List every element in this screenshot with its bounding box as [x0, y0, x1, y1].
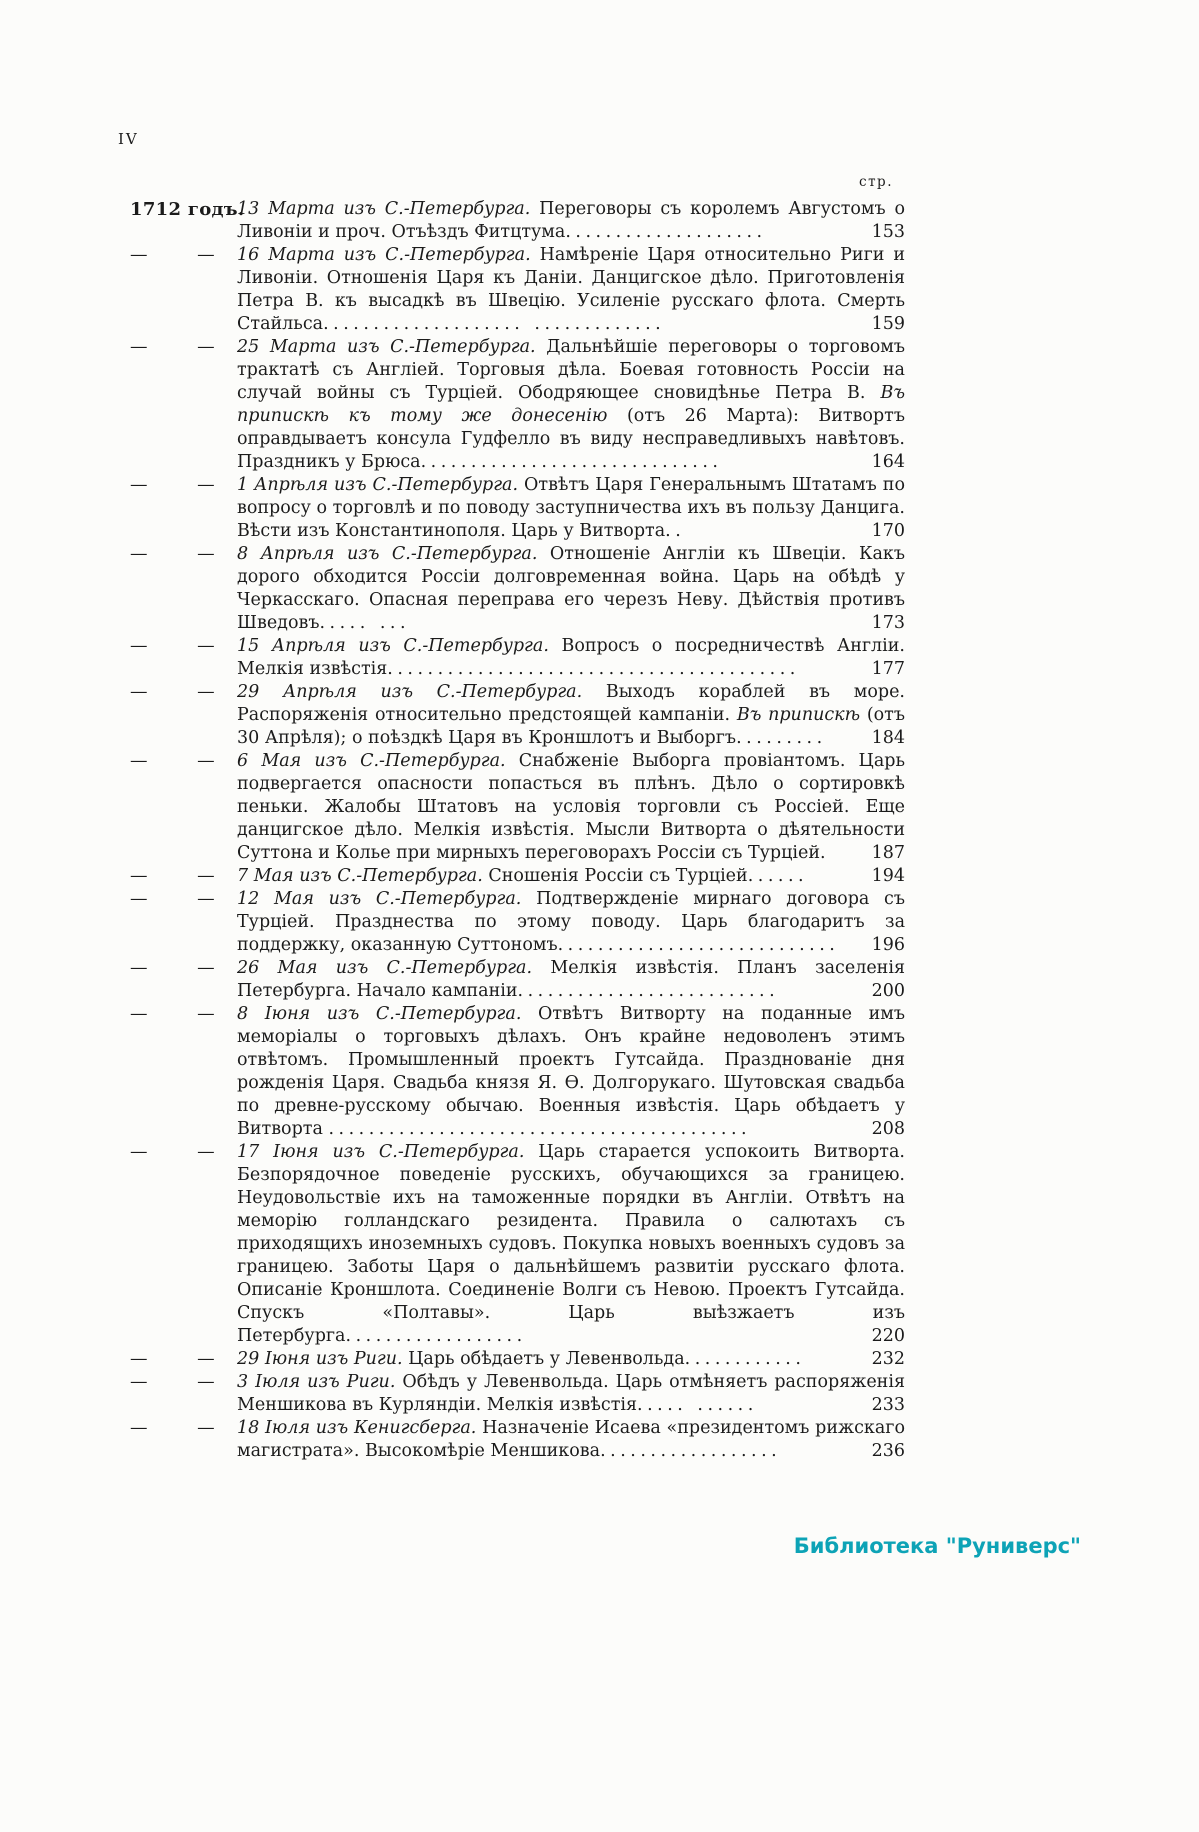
entry-margin-label: — — — [130, 866, 215, 886]
toc-entry — [125, 1141, 905, 1348]
entry-date: 1 Апрѣля изъ С.-Петербурга. — [237, 475, 519, 495]
entry-margin-label: — — — [130, 1004, 215, 1024]
table-of-contents — [125, 174, 905, 1463]
entry-margin-label: — — — [130, 1349, 215, 1369]
entry-page-number: 236 — [864, 1440, 905, 1463]
entry-page-number: 173 — [864, 612, 905, 635]
entry-date: 7 Мая изъ С.-Петербурга. — [237, 866, 483, 886]
entry-margin-label: — — — [130, 1142, 215, 1162]
entry-date: 8 Іюня изъ С.-Петербурга. — [237, 1004, 522, 1024]
entry-description: Отвѣтъ Витворту на поданные имъ меморіалы о торговыхъ дѣлахъ. Онъ крайне недоволенъ этимъ отвѣтомъ. Промышленный проектъ Гутсайда. Празднованіе дня рожденія Царя. Свадьба князя Я. Ѳ. Долгорукаго. Шутовская свадьба по древне-русскому обычаю. Военныя извѣстія. Царь обѣдаетъ у Витворта — [237, 1004, 905, 1139]
entry-margin-label: 1712 годъ. — [130, 199, 245, 220]
entry-page-number: 153 — [864, 221, 905, 244]
entry-margin-label: — — — [130, 636, 215, 656]
entry-body — [237, 475, 905, 541]
dot-leader: .................. — [345, 1326, 527, 1346]
entry-text — [237, 957, 905, 1003]
entry-description: Снабженіе Выборга провіантомъ. Царь подвергается опасности попасться въ плѣнъ. Дѣло о сортировкѣ пеньки. Жалобы Штатовъ на условія торговли съ Россіей. Еще данцигское дѣло. Мелкія извѣстія. Мысли Витворта о дѣятельности Суттона и Колье при мирныхъ переговорахъ Россіи съ Турціей. — [237, 751, 905, 863]
entry-text — [237, 1141, 905, 1348]
entry-margin-label: — — — [130, 1418, 215, 1438]
toc-entry — [125, 1003, 905, 1141]
entry-text — [237, 865, 905, 888]
entry-text — [237, 1371, 905, 1417]
entry-date: 26 Мая изъ С.-Петербурга. — [237, 958, 533, 978]
entry-page-number: 232 — [864, 1348, 905, 1371]
entry-description: Сношенія Россіи съ Турціей — [482, 866, 748, 886]
entry-date: 13 Марта изъ С.-Петербурга. — [237, 199, 531, 219]
entry-page-number: 196 — [864, 934, 905, 957]
roman-page-number: IV — [118, 130, 139, 148]
dot-leader: ............ — [684, 1349, 806, 1369]
entry-page-number: 208 — [864, 1118, 905, 1141]
entry-margin-label: — — — [130, 337, 215, 357]
toc-entry — [125, 336, 905, 474]
entry-description: Мелкія извѣстія. Планъ заселенія Петербурга. Начало кампаніи — [237, 958, 905, 1001]
entry-text — [237, 1003, 905, 1141]
toc-entries-list — [125, 198, 905, 1463]
entry-margin-label: — — — [130, 245, 215, 265]
dot-leader: ......... — [736, 728, 827, 748]
dot-leader: ......................................... — [387, 659, 800, 679]
entry-date: 29 Іюня изъ Риги. — [237, 1349, 403, 1369]
entry-description: (отъ 30 Апрѣля); о поѣздкѣ Царя въ Кроншлотъ и Выборгъ — [237, 705, 905, 748]
entry-date: 3 Іюля изъ Риги. — [237, 1372, 396, 1392]
entry-text — [237, 543, 905, 635]
entry-date: 12 Мая изъ С.-Петербурга. — [237, 889, 522, 909]
entry-page-number: 164 — [864, 451, 905, 474]
toc-entry — [125, 1417, 905, 1463]
entry-margin-label: — — — [130, 544, 215, 564]
entry-date: Въ припискѣ — [736, 705, 861, 725]
entry-date: 6 Мая изъ С.-Петербурга. — [237, 751, 506, 771]
dot-leader: ..... ...... — [637, 1395, 758, 1415]
entry-date: 18 Іюля изъ Кенигсберга. — [237, 1418, 477, 1438]
library-watermark: Библиотека "Руниверс" — [793, 1534, 1081, 1558]
entry-page-number: 194 — [864, 865, 905, 888]
entry-text — [237, 888, 905, 957]
dot-leader: ............................ — [557, 935, 840, 955]
entry-page-number: 170 — [864, 520, 905, 543]
entry-margin-label: — — — [130, 682, 215, 702]
entry-description: (отъ 26 Марта): Витвортъ оправдываетъ консула Гудфелло въ виду несправедливыхъ навѣтовъ. Праздникъ у Брюса — [237, 406, 905, 472]
dot-leader: .......................................... — [328, 1119, 752, 1139]
toc-entry — [125, 888, 905, 957]
toc-entry — [125, 543, 905, 635]
toc-entry — [125, 865, 905, 888]
entry-text — [237, 244, 905, 336]
dot-leader: .................. — [600, 1441, 782, 1461]
entry-margin-label: — — — [130, 889, 215, 909]
entry-date: 29 Апрѣля изъ С.-Петербурга. — [237, 682, 583, 702]
entry-page-number: 220 — [864, 1325, 905, 1348]
entry-body — [237, 1142, 905, 1346]
entry-text — [237, 198, 905, 244]
toc-entry — [125, 750, 905, 865]
entry-text — [237, 681, 905, 750]
dot-leader: .................... — [565, 222, 767, 242]
dot-leader: ..... ... — [319, 613, 411, 633]
dot-leader: ...... — [747, 866, 809, 886]
toc-entry — [125, 1371, 905, 1417]
entry-margin-label: — — — [130, 1372, 215, 1392]
entry-description: Дальнѣйшіе переговоры о торговомъ трактатѣ съ Англіей. Торговыя дѣла. Боевая готовность Россіи на случай войны съ Турціей. Ободряющее сновидѣнье Петра В. — [237, 337, 905, 403]
entry-date: 15 Апрѣля изъ С.-Петербурга. — [237, 636, 549, 656]
entry-page-number: 184 — [864, 727, 905, 750]
entry-description: Подтвержденіе мирнаго договора съ Турціей. Празднества по этому поводу. Царь благодаритъ за поддержку, оказанную Суттономъ — [237, 889, 905, 955]
entry-date: Въ припискѣ къ тому же донесенію — [237, 383, 905, 426]
entry-description: Царь старается успокоить Витворта. Безпорядочное поведеніе русскихъ, обучающихся за границею. Неудовольствіе ихъ на таможенные порядки въ Англіи. Отвѣтъ на меморію голландскаго резидента. Правила о салютахъ съ приходящихъ иноземныхъ судовъ. Покупка новыхъ военныхъ судовъ за границею. Заботы Царя о дальнѣйшемъ развитіи русскаго флота. Описаніе Кроншлота. Соединеніе Волги съ Невою. Проектъ Гутсайда. Спускъ «Полтавы». Царь выѣзжаетъ изъ Петербурга — [237, 1142, 905, 1346]
entry-text — [237, 750, 905, 865]
entry-description: Намѣреніе Царя относительно Риги и Ливоніи. Отношенія Царя къ Даніи. Данцигское дѣло. Приготовленія Петра В. къ высадкѣ въ Швецію. Усиленіе русскаго флота. Смерть Стайльса — [237, 245, 905, 334]
entry-date: 8 Апрѣля изъ С.-Петербурга. — [237, 544, 538, 564]
entry-description: Отношеніе Англіи къ Швеціи. Какъ дорого обходится Россіи долговременная война. Царь на обѣдѣ у Черкасскаго. Опасная переправа его черезъ Неву. Дѣйствія противъ Шведовъ — [237, 544, 906, 633]
page-column-header: стр. — [859, 174, 893, 190]
entry-date: 25 Марта изъ С.-Петербурга. — [237, 337, 536, 357]
entry-description: Царь обѣдаетъ у Левенвольда — [402, 1349, 685, 1369]
entry-body — [237, 866, 748, 886]
entry-text — [237, 635, 905, 681]
dot-leader: .............................. — [420, 452, 723, 472]
entry-body — [237, 1349, 685, 1369]
entry-description: Выходъ кораблей въ море. Распоряженія относительно предстоящей кампаніи. — [237, 682, 905, 725]
dot-leader: .................... ............. — [323, 314, 666, 334]
toc-entry — [125, 198, 905, 244]
entry-description: Отвѣтъ Царя Генеральнымъ Штатамъ по вопросу о торговлѣ и по поводу заступничества ихъ въ пользу Данцига. Вѣсти изъ Константинополя. Царь у Витворта — [237, 475, 905, 541]
entry-page-number: 187 — [864, 842, 905, 865]
toc-entry — [125, 1348, 905, 1371]
entry-margin-label: — — — [130, 958, 215, 978]
entry-page-number: 177 — [864, 658, 905, 681]
entry-text — [237, 1348, 905, 1371]
entry-margin-label: — — — [130, 751, 215, 771]
entry-description: Назначеніе Исаева «президентомъ рижскаго магистрата». Высокомѣріе Меншикова — [237, 1418, 905, 1461]
entry-page-number: 159 — [864, 313, 905, 336]
toc-entry — [125, 957, 905, 1003]
entry-page-number: 233 — [864, 1394, 905, 1417]
entry-body — [237, 1372, 905, 1415]
toc-entry — [125, 474, 905, 543]
entry-margin-label: — — — [130, 475, 215, 495]
entry-body — [237, 1418, 905, 1461]
entry-page-number: 200 — [864, 980, 905, 1003]
entry-date: 16 Марта изъ С.-Петербурга. — [237, 245, 531, 265]
entry-date: 17 Іюня изъ С.-Петербурга. — [237, 1142, 525, 1162]
entry-text — [237, 1417, 905, 1463]
toc-entry — [125, 681, 905, 750]
dot-leader: .. — [665, 521, 686, 541]
entry-description: Обѣдъ у Левенвольда. Царь отмѣняетъ распоряженія Меншикова въ Курляндіи. Мелкія извѣстія — [237, 1372, 905, 1415]
entry-text — [237, 474, 905, 543]
entry-text — [237, 336, 905, 474]
dot-leader: .......................... — [517, 981, 780, 1001]
entry-description: Вопросъ о посредничествѣ Англіи. Мелкія извѣстія — [237, 636, 906, 679]
toc-entry — [125, 244, 905, 336]
toc-entry — [125, 635, 905, 681]
entry-body — [237, 751, 905, 863]
entry-description: Переговоры съ королемъ Августомъ о Ливоніи и проч. Отъѣздъ Фитцтума — [237, 199, 906, 242]
